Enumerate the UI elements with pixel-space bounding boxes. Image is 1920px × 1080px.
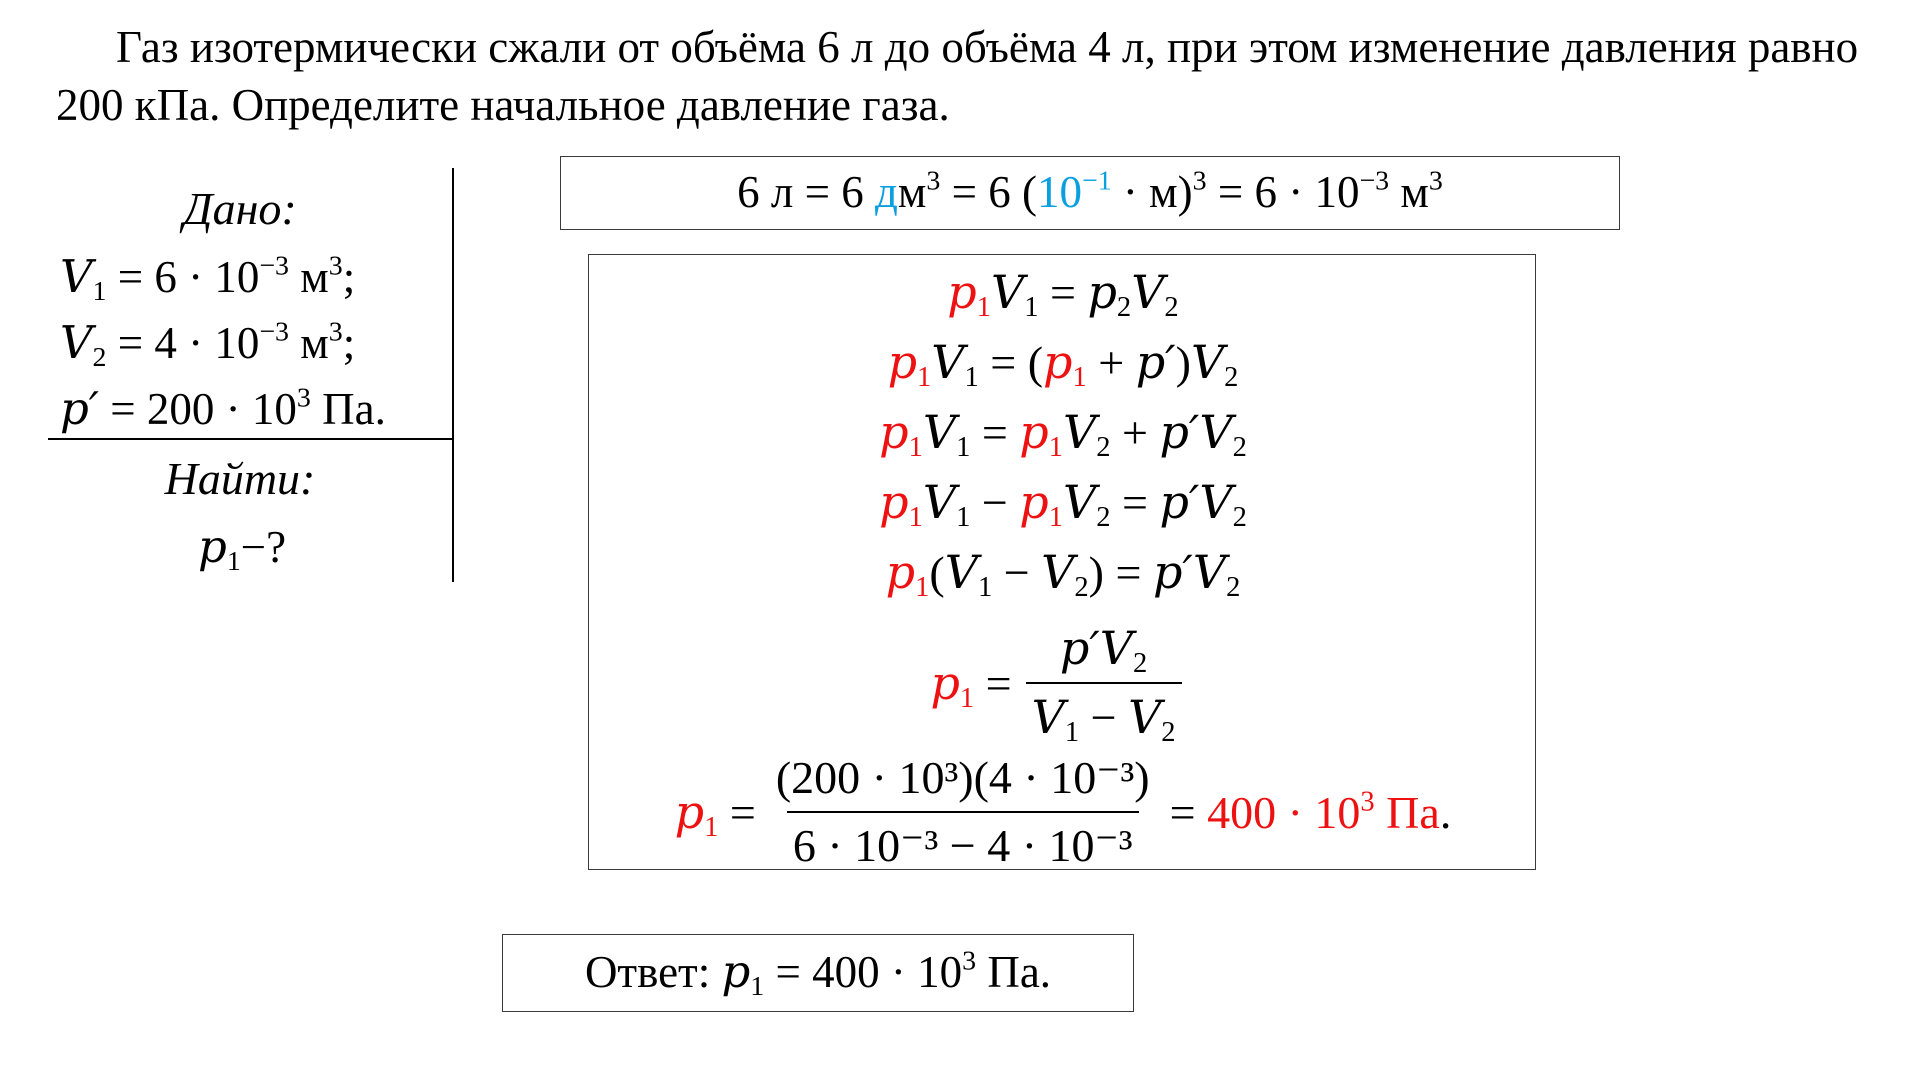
given-v1: $V_1 = 6 \cdot 10^{-3}$ $м^3$; (60, 250, 356, 307)
substitution-numerator: (200 · 10³)(4 · 10⁻³) (775, 752, 1150, 803)
substitution-fraction (770, 745, 1156, 879)
deci-prefix: д (875, 167, 898, 217)
given-divider (48, 438, 454, 440)
given-v2-exp: −3 (259, 316, 290, 348)
given-p-unit: Па. (310, 384, 386, 434)
problem-statement: Газ изотермически сжали от объёма 6 л до объёма 4 л, при этом изменение давления равно 200 кПа. Определите начальное давление газа. (56, 22, 1859, 130)
given-v1-unit: м (289, 252, 329, 302)
find-unknown: $p_1-$? (198, 520, 287, 577)
answer-box: Ответ: $p_1 = 400 \cdot 10^3$ Па. (502, 934, 1134, 1012)
answer-value: = 400 · 10 (775, 947, 963, 997)
given-v1-value: = 6 · 10 (117, 252, 260, 302)
equation-boyle-law: $p_1V_1 = p_2V_2$ (947, 265, 1179, 323)
find-question: −? (240, 522, 287, 572)
answer-unit: Па. (976, 947, 1052, 997)
given-v1-exp: −3 (259, 250, 290, 282)
equation-step-2: $p_1V_1 = (p_1 + p')V_2$ (887, 335, 1239, 393)
equation-step-5: $p_1(V_1 - V_2) = p'V_2$ (885, 545, 1241, 603)
given-v2-value: = 4 · 10 (117, 318, 260, 368)
deci-factor: $10^{-1}$ (1036, 165, 1112, 217)
given-vertical-rule (452, 168, 454, 582)
given-v2: $V_2 = 4 \cdot 10^{-3}$ $м^3$; (60, 316, 356, 373)
find-title: Найти: (164, 453, 316, 504)
equation-formula: $p_1$ = $\frac{p'V_2}{V_1 - V_2}$ (589, 615, 1537, 751)
formula-fraction: $\frac{p'V_2}{V_1 - V_2}$ (1026, 615, 1182, 751)
answer-exp: 3 (962, 945, 977, 977)
given-v2-unit: м (289, 318, 329, 368)
given-p-exp: 3 (296, 382, 311, 414)
answer-label: Ответ: (584, 947, 711, 997)
result-value: $400 \cdot 10^3$ Па (1207, 785, 1440, 838)
equation-substitution: $p_1$ = $\frac{\text{(200 · 10³)(4 · 10⁻³)}}{\text{6 · 10⁻³ − 4 · 10⁻³}}$ = $400 \cdot 10^3$ Па. (589, 745, 1537, 879)
given-title: Дано: (183, 183, 297, 234)
solution-box (588, 254, 1536, 870)
equation-step-3: $p_1V_1 = p_1V_2 + p'V_2$ (879, 405, 1247, 463)
substitution-denominator: 6 · 10⁻³ − 4 · 10⁻³ (787, 811, 1139, 879)
equation-step-4: $p_1V_1 - p_1V_2 = p'V_2$ (879, 475, 1247, 533)
given-pressure-change: $p' = 200 \cdot 10^3$ Па. (60, 382, 386, 435)
unit-conversion-box: 6 л = 6 $дм^3 = 6$ $(10^{-1} \cdot м)^3 = 6 \cdot 10^{-3}$ $м^3$ (560, 156, 1620, 230)
given-p-value: = 200 · 10 (110, 384, 297, 434)
